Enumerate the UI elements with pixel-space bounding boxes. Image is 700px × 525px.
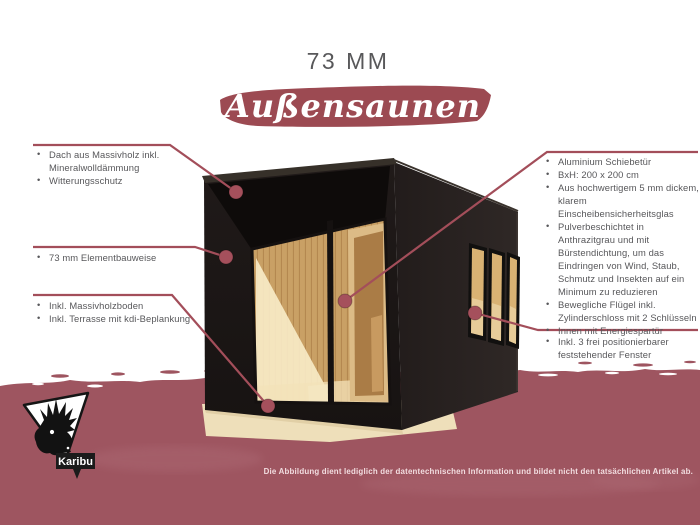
callout-window-text	[545, 335, 700, 361]
page-title: 73 MM	[306, 48, 390, 74]
callout-door-text	[545, 155, 700, 337]
interior-stool	[308, 384, 331, 404]
callout-item: • BxH: 200 x 200 cm	[545, 168, 700, 181]
deer-eye	[50, 430, 54, 434]
callout-item: • Inkl. Massivholzboden	[36, 299, 204, 312]
callout-item: • 73 mm Elementbauweise	[36, 251, 204, 264]
callout-dot-wall	[219, 250, 233, 264]
door-mullion	[327, 220, 334, 403]
logo-brand-text: Karibu	[58, 456, 93, 468]
callout-item: • Innen mit Energiespartür	[545, 324, 700, 337]
sauna-illustration	[202, 158, 520, 430]
callout-item: • Inkl. 3 frei positionierbarer feststehender Fenster	[545, 335, 700, 361]
callout-item: • Witterungsschutz	[36, 174, 204, 187]
callout-list	[36, 148, 204, 188]
footer-disclaimer: Die Abbildung dient lediglich der datentechnischen Information und bildet nicht den tatsächlichen Artikel ab.	[263, 467, 693, 476]
callout-dot-door	[338, 294, 352, 308]
brush-title: Außensaunen	[225, 87, 481, 125]
callout-list	[545, 155, 700, 337]
callout-floor-text	[36, 299, 204, 325]
callout-item: • Aus hochwertigem 5 mm dickem, klarem Einscheibensicherheitsglas	[545, 181, 700, 220]
callout-list	[36, 299, 204, 325]
callout-dot-window	[468, 306, 482, 320]
callout-item: • Pulverbeschichtet in Anthrazitgrau und mit Bürstendichtung, um das Eindringen von Wind, Staub, Schmutz und Insekten auf ein Minimum zu reduzieren	[545, 220, 700, 298]
callout-roof-text	[36, 148, 204, 188]
callout-item: • Bewegliche Flügel inkl. Zylinderschloss mit 2 Schlüsseln	[545, 298, 700, 324]
window-glass-highlight	[509, 306, 516, 344]
callout-dot-floor	[261, 399, 275, 413]
side-windows	[468, 243, 520, 349]
window-glass-highlight	[491, 303, 501, 341]
callout-item: • Inkl. Terrasse mit kdi-Beplankung	[36, 312, 204, 325]
deer-nostril	[67, 447, 70, 450]
callout-wall-text	[36, 251, 204, 264]
callout-item: • Dach aus Massivholz inkl. Mineralwolldämmung	[36, 148, 204, 174]
callout-list	[545, 335, 700, 361]
callout-list	[36, 251, 204, 264]
callout-dot-roof	[229, 185, 243, 199]
door-glass-lite	[371, 315, 383, 392]
callout-item: • Aluminium Schiebetür	[545, 155, 700, 168]
